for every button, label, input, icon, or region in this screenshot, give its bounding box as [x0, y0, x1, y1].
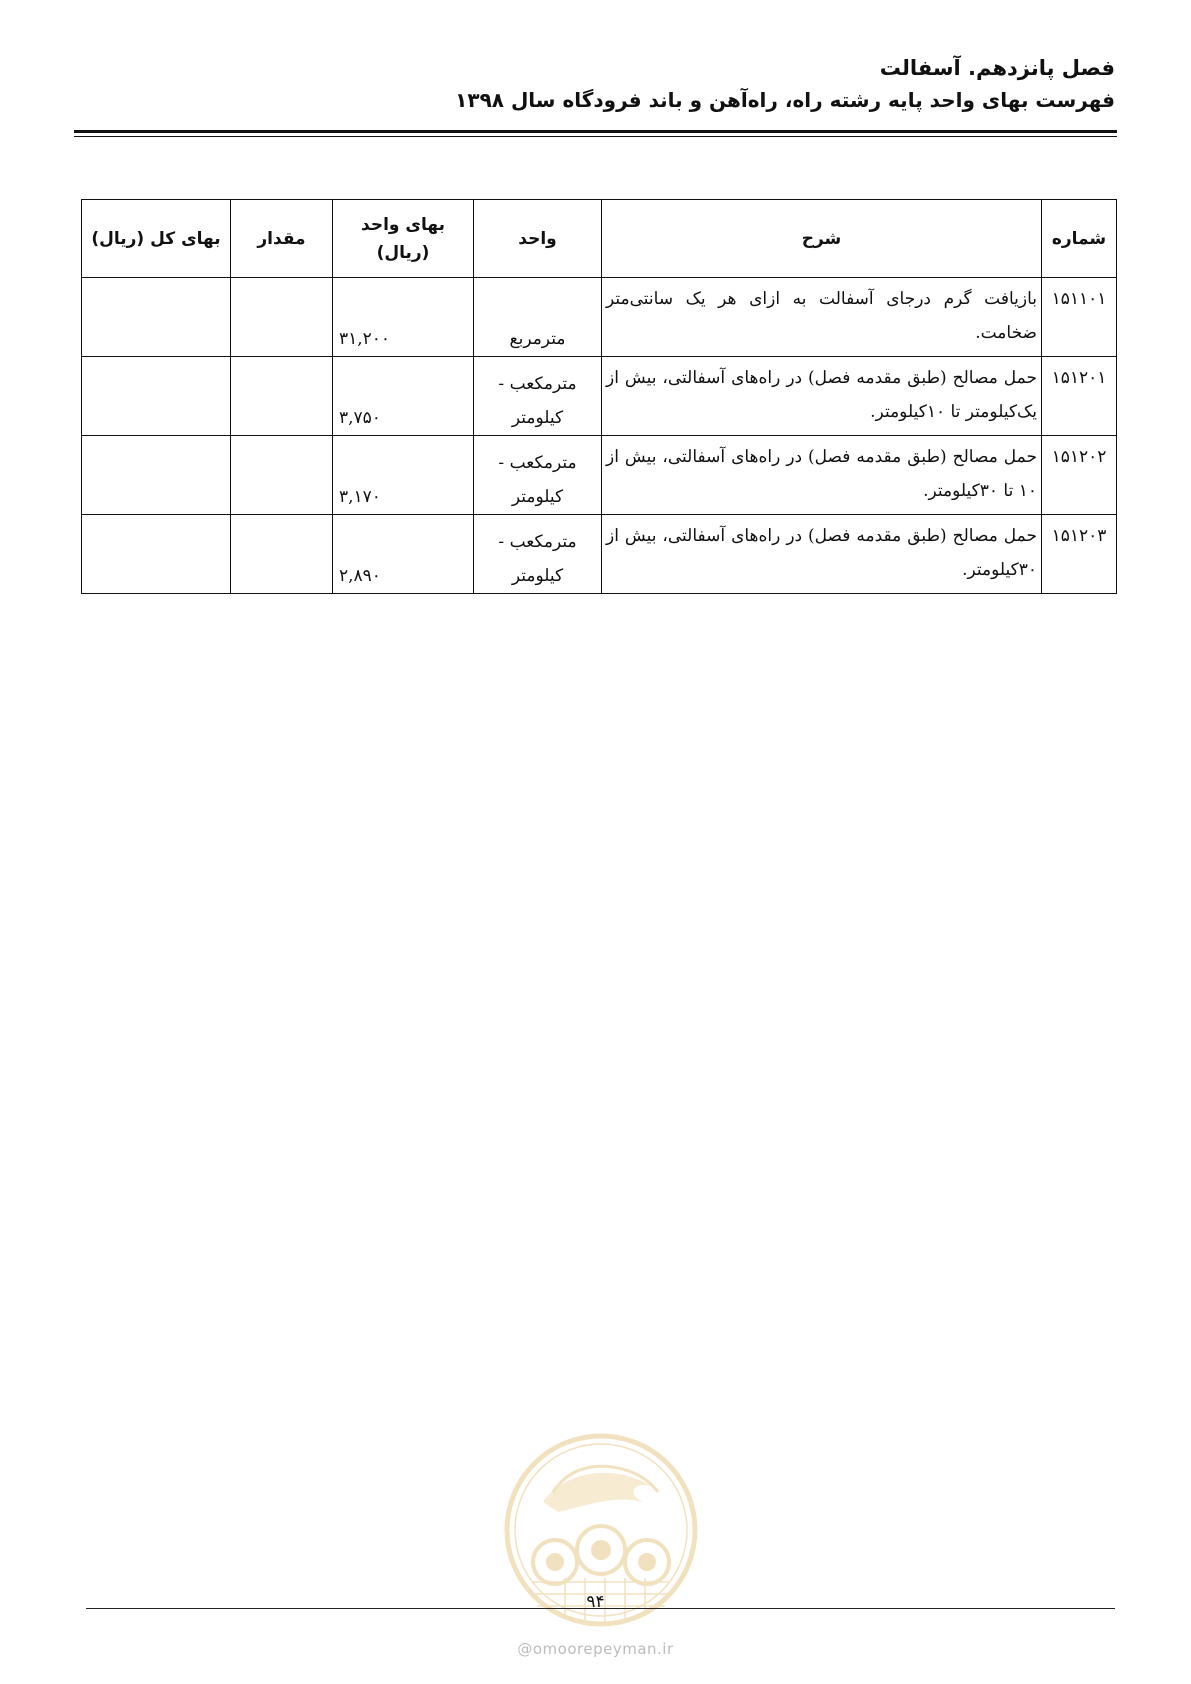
column-header-total-price: بهای کل (ریال): [82, 200, 231, 278]
item-unit-price: ۳۱,۲۰۰: [333, 278, 474, 357]
item-description: بازیافت گرم درجای آسفالت به ازای هر یک سانتی‌متر ضخامت.: [602, 278, 1042, 357]
table-header-row: [82, 200, 1117, 278]
item-total-price[interactable]: [82, 357, 231, 436]
item-total-price[interactable]: [82, 436, 231, 515]
item-unit: مترمربع: [474, 278, 602, 357]
item-description: حمل مصالح (طبق مقدمه فصل) در راه‌های آسفالتی، بیش از ۳۰کیلومتر.: [602, 515, 1042, 594]
column-header-description: شرح: [602, 200, 1042, 278]
page-number: ۹۴: [586, 1592, 605, 1612]
item-total-price[interactable]: [82, 515, 231, 594]
item-code: ۱۵۱۱۰۱: [1042, 278, 1117, 357]
item-code: ۱۵۱۲۰۱: [1042, 357, 1117, 436]
header-divider-thin: [74, 136, 1117, 137]
watermark-url: @omoorepeyman.ir: [517, 1640, 674, 1658]
item-code: ۱۵۱۲۰۳: [1042, 515, 1117, 594]
item-quantity[interactable]: [231, 357, 333, 436]
item-description: حمل مصالح (طبق مقدمه فصل) در راه‌های آسفالتی، بیش از ۱۰ تا ۳۰کیلومتر.: [602, 436, 1042, 515]
chapter-title: فصل پانزدهم. آسفالت: [879, 56, 1115, 80]
item-unit-price: ۲,۸۹۰: [333, 515, 474, 594]
item-code: ۱۵۱۲۰۲: [1042, 436, 1117, 515]
table-row: [82, 278, 1117, 357]
table-row: [82, 515, 1117, 594]
price-list-table: [81, 199, 1117, 594]
document-title: فهرست بهای واحد پایه رشته راه، راه‌آهن و باند فرودگاه سال ۱۳۹۸: [455, 88, 1115, 112]
item-quantity[interactable]: [231, 436, 333, 515]
column-header-code: شماره: [1042, 200, 1117, 278]
header-divider-thick: [74, 130, 1117, 133]
item-unit-price: ۳,۱۷۰: [333, 436, 474, 515]
page-header: [76, 52, 1115, 116]
item-unit: مترمکعب - کیلومتر: [474, 515, 602, 594]
item-unit: مترمکعب - کیلومتر: [474, 357, 602, 436]
item-quantity[interactable]: [231, 278, 333, 357]
item-description: حمل مصالح (طبق مقدمه فصل) در راه‌های آسفالتی، بیش از یک‌کیلومتر تا ۱۰کیلومتر.: [602, 357, 1042, 436]
item-total-price[interactable]: [82, 278, 231, 357]
item-unit-price: ۳,۷۵۰: [333, 357, 474, 436]
column-header-unit-price: بهای واحد (ریال): [333, 200, 474, 278]
table-row: [82, 436, 1117, 515]
column-header-unit: واحد: [474, 200, 602, 278]
item-unit: مترمکعب - کیلومتر: [474, 436, 602, 515]
column-header-quantity: مقدار: [231, 200, 333, 278]
table-row: [82, 357, 1117, 436]
item-quantity[interactable]: [231, 515, 333, 594]
